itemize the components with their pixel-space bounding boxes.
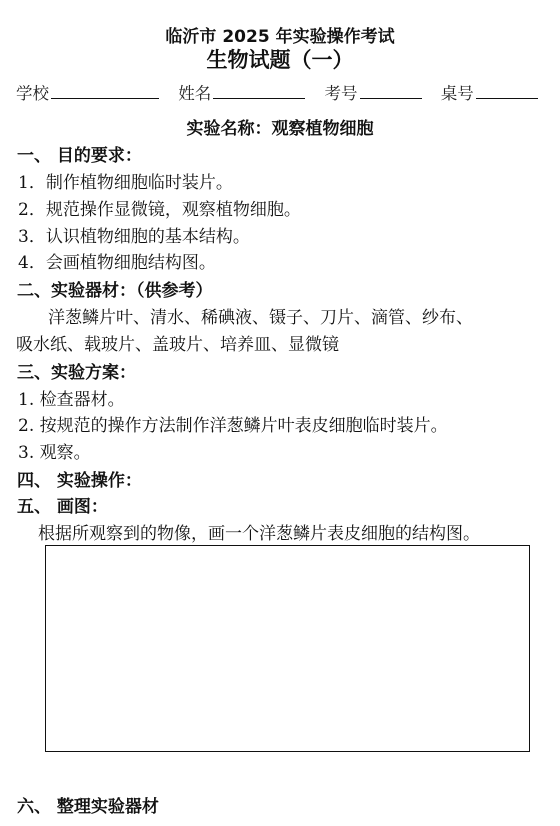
objective-item: 2．规范操作显微镜，观察植物细胞。 [18, 200, 301, 220]
experiment-name: 实验名称：观察植物细胞 [186, 119, 374, 139]
drawing-area[interactable] [45, 545, 530, 752]
objective-item: 4．会画植物细胞结构图。 [18, 253, 216, 273]
desk-number-label: 桌号 [440, 84, 474, 103]
school-label: 学校 [16, 84, 49, 103]
name-label: 姓名 [178, 84, 212, 103]
materials-line: 洋葱鳞片叶、清水、稀碘液、镊子、刀片、滴管、纱布、 [48, 308, 473, 328]
name-field[interactable] [178, 80, 305, 104]
objective-item: 3．认识植物细胞的基本结构。 [18, 227, 250, 247]
operation-heading: 四、 实验操作： [17, 471, 142, 491]
cleanup-heading: 六、 整理实验器材 [17, 797, 159, 817]
plan-heading: 三、实验方案： [17, 363, 136, 383]
student-info-row [16, 80, 546, 104]
exam-number-blank[interactable] [360, 83, 422, 99]
school-blank[interactable] [51, 83, 159, 99]
plan-item: 2. 按规范的操作方法制作洋葱鳞片叶表皮细胞临时装片。 [18, 416, 448, 436]
school-field[interactable] [16, 80, 159, 104]
exam-number-field[interactable] [325, 80, 422, 104]
objective-item: 1．制作植物细胞临时装片。 [18, 173, 233, 193]
paper-title: 生物试题（一） [206, 48, 354, 72]
desk-number-field[interactable] [441, 80, 538, 104]
objectives-heading: 一、 目的要求： [17, 146, 142, 166]
desk-number-blank[interactable] [476, 83, 538, 99]
materials-line: 吸水纸、载玻片、盖玻片、培养皿、显微镜 [16, 335, 339, 355]
drawing-heading: 五、 画图： [17, 497, 108, 517]
drawing-instruction: 根据所观察到的物像，画一个洋葱鳞片表皮细胞的结构图。 [38, 524, 480, 544]
plan-item: 3. 观察。 [18, 443, 91, 463]
name-blank[interactable] [213, 83, 305, 99]
exam-number-label: 考号 [324, 84, 358, 103]
exam-title: 临沂市 2025 年实验操作考试 [165, 27, 395, 47]
plan-item: 1. 检查器材。 [18, 390, 125, 410]
materials-heading: 二、实验器材：（供参考） [17, 281, 213, 301]
